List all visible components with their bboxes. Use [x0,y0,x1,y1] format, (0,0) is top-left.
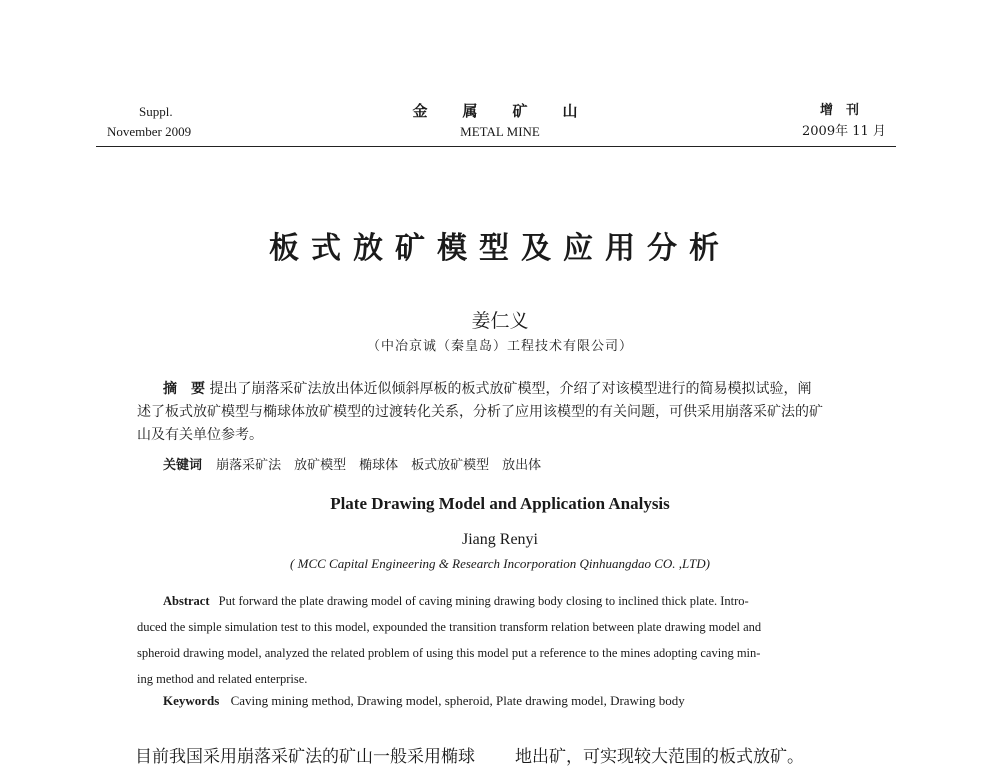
header-journal-en: METAL MINE [460,124,540,139]
body-text-right: 地出矿，可实现较大范围的板式放矿。 [515,747,804,767]
author-cn: 姜仁义 [471,310,529,332]
affiliation-en: ( MCC Capital Engineering & Research Incorporation Qinhuangdao CO. ,LTD) [290,556,710,571]
abstract-cn-label: 摘 要 [163,381,205,397]
keywords-en-label: Keywords [163,693,220,708]
header-date-en: November 2009 [107,124,192,139]
header-journal-cn: 金 属 矿 山 [412,102,588,120]
header-suppl: Suppl. [139,104,173,119]
title-cn: 板式放矿模型及应用分析 [269,231,731,266]
abstract-en-line4: ing method and related enterprise. [137,672,308,686]
keywords-cn-text: 崩落采矿法 放矿模型 椭球体 板式放矿模型 放出体 [216,458,542,473]
keywords-en [163,693,685,709]
abstract-cn [137,378,867,447]
title-en: Plate Drawing Model and Application Analysis [330,494,670,513]
header-rule [96,146,896,147]
abstract-en-line3: spheroid drawing model, analyzed the related problem of using this model put a reference to the mines adopting caving min- [137,646,761,660]
author-en: Jiang Renyi [462,531,538,548]
keywords-cn [163,454,541,473]
header-date-cn: 2009年 11 月 [802,124,886,139]
abstract-en [137,588,867,692]
abstract-en-line1: Put forward the plate drawing model of caving mining drawing body closing to inclined thick plate. Intro- [218,594,749,608]
abstract-en-label: Abstract [163,594,210,608]
keywords-en-text: Caving mining method, Drawing model, spheroid, Plate drawing model, Drawing body [230,693,685,708]
affiliation-cn: （中冶京诚（秦皇岛）工程技术有限公司） [366,339,633,354]
body-text-left: 目前我国采用崩落采矿法的矿山一般采用椭球 [135,747,475,767]
abstract-en-line2: duced the simple simulation test to this model, expounded the transition transform relation between plate drawing model and [137,620,762,634]
abstract-cn-line1: 提出了崩落采矿法放出体近似倾斜厚板的板式放矿模型，介绍了对该模型进行的简易模拟试验，阐 [209,381,812,397]
keywords-cn-label: 关键词 [163,458,203,473]
abstract-cn-line2: 述了板式放矿模型与椭球体放矿模型的过渡转化关系，分析了应用该模型的有关问题，可供采用崩落采矿法的矿 [137,404,823,420]
abstract-cn-line3: 山及有关单位参考。 [137,427,263,443]
header-supplement-cn: 增 刊 [820,103,860,118]
